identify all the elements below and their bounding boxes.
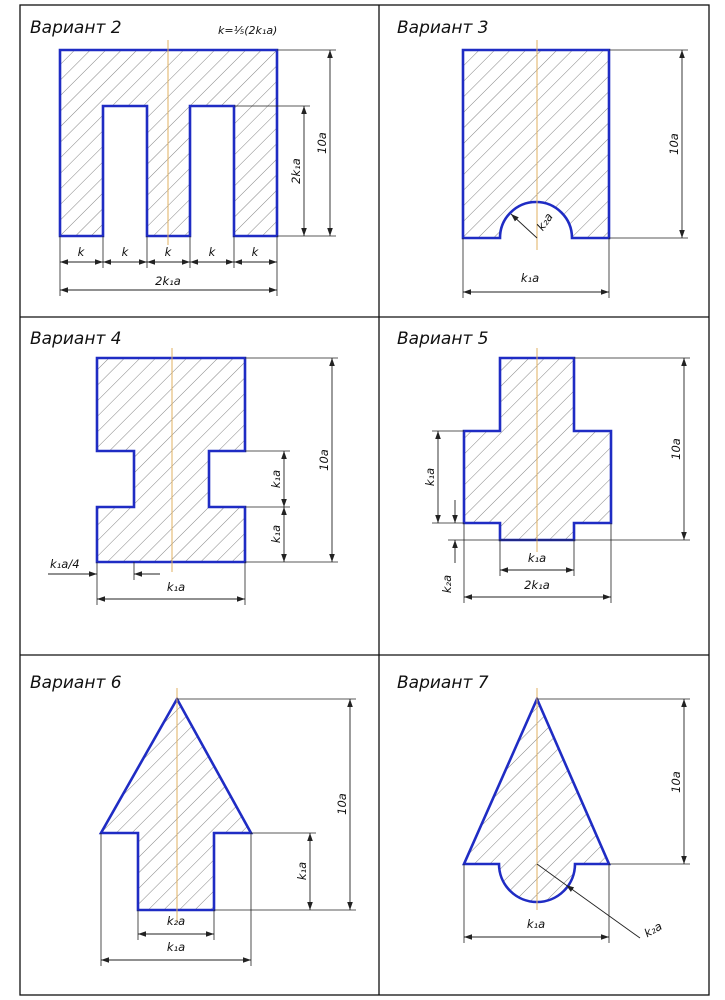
panel-variant-7 bbox=[397, 673, 690, 943]
dim-label-width: 2k₁a bbox=[155, 274, 181, 288]
panel-title: Вариант 2 bbox=[30, 18, 122, 38]
dim-label-stem-width: k₂a bbox=[166, 914, 186, 928]
dim-label-slot-depth: 2k₁a bbox=[289, 158, 303, 184]
panel-variant-4 bbox=[30, 329, 338, 605]
radius-leader bbox=[566, 885, 640, 938]
panel-title: Вариант 5 bbox=[397, 329, 489, 349]
dim-label-base-width: k₁a bbox=[166, 940, 186, 954]
dim-label-notch-depth: k₁a/4 bbox=[50, 557, 80, 571]
panel-title: Вариант 4 bbox=[30, 329, 122, 349]
dim-label-radius: k₂a bbox=[533, 210, 556, 234]
radius-leader bbox=[511, 214, 537, 238]
dim-label-width: k₁a bbox=[520, 271, 540, 285]
dim-label-height: 10a bbox=[669, 438, 683, 460]
dim-label-width: k₁a bbox=[166, 580, 186, 594]
dim-label-bottom-height: k₂a bbox=[440, 574, 454, 594]
dim-label-wide-width: 2k₁a bbox=[524, 578, 550, 592]
dim-label-width: k₁a bbox=[526, 917, 546, 931]
dim-label-height: 10a bbox=[669, 771, 683, 793]
formula-label: k=⅕(2k₁a) bbox=[218, 24, 278, 37]
panel-variant-3 bbox=[397, 18, 688, 298]
panel-title: Вариант 7 bbox=[397, 673, 489, 693]
dim-label-k: k bbox=[164, 245, 172, 259]
dim-label-notch-offset: k₁a bbox=[269, 524, 283, 544]
panel-variant-6 bbox=[30, 673, 356, 966]
section-shape bbox=[463, 50, 609, 238]
section-shape bbox=[97, 358, 245, 562]
dim-label-k: k bbox=[251, 245, 259, 259]
dim-label-k: k bbox=[208, 245, 216, 259]
dim-label-stem-height: k₁a bbox=[295, 861, 309, 881]
panel-variant-5 bbox=[397, 329, 690, 603]
dim-label-k: k bbox=[77, 245, 85, 259]
panel-title: Вариант 6 bbox=[30, 673, 122, 693]
section-shape bbox=[101, 699, 251, 910]
dim-label-notch-height: k₁a bbox=[269, 469, 283, 489]
dim-label-radius: k₂a bbox=[641, 918, 665, 941]
dim-label-height: 10a bbox=[315, 132, 329, 154]
dim-label-height: 10a bbox=[317, 449, 331, 471]
panel-title: Вариант 3 bbox=[397, 18, 489, 38]
dim-label-k: k bbox=[121, 245, 129, 259]
dim-label-height: 10a bbox=[667, 133, 681, 155]
dim-label-stem-width: k₁a bbox=[527, 551, 547, 565]
panel-variant-2 bbox=[30, 18, 336, 296]
dim-label-wide-height: k₁a bbox=[423, 467, 437, 487]
dim-label-height: 10a bbox=[335, 793, 349, 815]
